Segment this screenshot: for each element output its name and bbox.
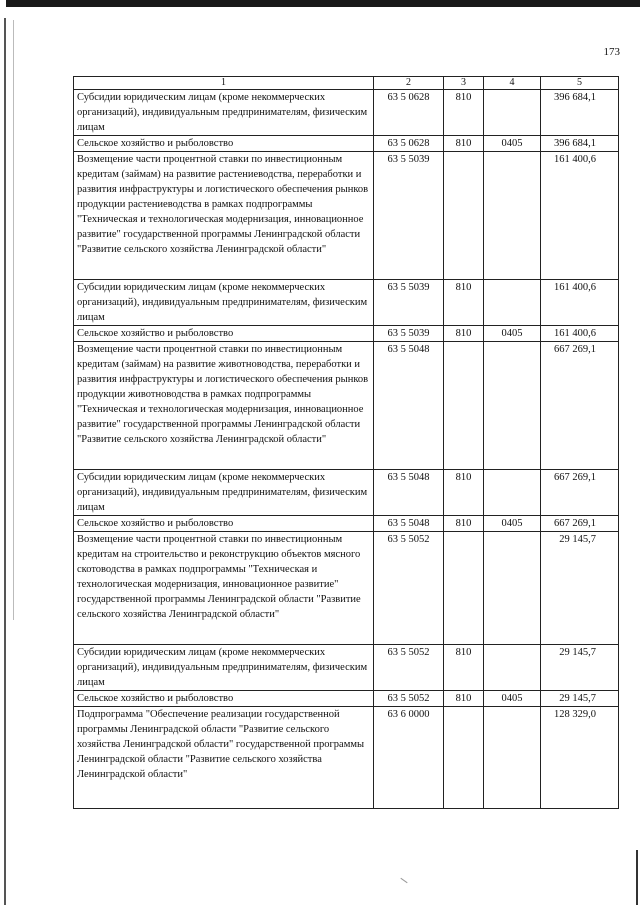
row-amount: 29 145,7 (541, 691, 619, 707)
row-amount: 161 400,6 (541, 280, 619, 326)
row-section-code (484, 152, 541, 280)
row-section-code (484, 707, 541, 809)
page-number: 173 (603, 46, 620, 58)
row-expense-type (444, 707, 484, 809)
table-row (74, 136, 619, 152)
row-name: Субсидии юридическим лицам (кроме некоммерческих организаций), индивидуальным предпринимателям, физическим лицам (74, 470, 374, 516)
row-name (74, 707, 374, 809)
scan-edge-left (4, 18, 6, 905)
row-expense-type: 810 (444, 691, 484, 707)
table-row (74, 342, 619, 470)
row-target-code: 63 5 5039 (374, 326, 444, 342)
row-amount: 396 684,1 (541, 136, 619, 152)
table-row (74, 280, 619, 326)
scan-edge-right (636, 850, 638, 905)
row-section-code: 0405 (484, 136, 541, 152)
table-row (74, 90, 619, 136)
row-name: Сельское хозяйство и рыболовство (74, 691, 374, 707)
row-section-code: 0405 (484, 516, 541, 532)
row-section-code: 0405 (484, 326, 541, 342)
scan-speck (400, 878, 407, 883)
table-row (74, 326, 619, 342)
row-amount: 161 400,6 (541, 326, 619, 342)
budget-table (73, 76, 619, 809)
table-row (74, 152, 619, 280)
row-name (74, 532, 374, 645)
row-expense-type: 810 (444, 90, 484, 136)
row-expense-type: 810 (444, 516, 484, 532)
scan-edge-left-faint (13, 20, 14, 620)
row-name: Субсидии юридическим лицам (кроме некоммерческих организаций), индивидуальным предпринимателям, физическим лицам (74, 280, 374, 326)
row-amount: 29 145,7 (541, 645, 619, 691)
row-name: Сельское хозяйство и рыболовство (74, 136, 374, 152)
row-name: Сельское хозяйство и рыболовство (74, 326, 374, 342)
scan-edge-top (6, 0, 640, 7)
table-row (74, 691, 619, 707)
header-col-1: 1 (74, 77, 374, 90)
row-section-code: 0405 (484, 691, 541, 707)
row-amount: 161 400,6 (541, 152, 619, 280)
row-expense-type (444, 532, 484, 645)
row-target-code: 63 5 5048 (374, 470, 444, 516)
row-target-code: 63 5 5052 (374, 532, 444, 645)
table-row (74, 645, 619, 691)
row-section-code (484, 342, 541, 470)
row-name (74, 152, 374, 280)
row-amount: 396 684,1 (541, 90, 619, 136)
table-row (74, 470, 619, 516)
header-col-4: 4 (484, 77, 541, 90)
row-expense-type (444, 152, 484, 280)
header-col-5: 5 (541, 77, 619, 90)
row-expense-type: 810 (444, 136, 484, 152)
row-name-text: Подпрограмма "Обеспечение реализации государственной программы Ленинградской области "Развитие сельского хозяйства Ленинградской области" государственной программы Ленинградской области "Развитие сельского хозяйства Ленинградской области" (77, 709, 365, 780)
row-expense-type (444, 342, 484, 470)
row-expense-type: 810 (444, 645, 484, 691)
row-target-code: 63 5 0628 (374, 90, 444, 136)
row-section-code (484, 532, 541, 645)
header-col-2: 2 (374, 77, 444, 90)
row-name-text: Возмещение части процентной ставки по инвестиционным кредитам на строительство и реконструкцию объектов мясного скотоводства в рамках подпрограммы "Техническая и технологическая модернизация, инновационное развитие" государственной программы Ленинградской области "Развитие сельского хозяйства Ленинградской области" (77, 534, 361, 620)
row-amount: 667 269,1 (541, 342, 619, 470)
header-col-3: 3 (444, 77, 484, 90)
table-header-row (74, 77, 619, 90)
row-target-code: 63 5 5052 (374, 691, 444, 707)
row-target-code: 63 5 5048 (374, 516, 444, 532)
row-amount: 667 269,1 (541, 516, 619, 532)
row-amount: 128 329,0 (541, 707, 619, 809)
row-target-code: 63 6 0000 (374, 707, 444, 809)
row-name: Субсидии юридическим лицам (кроме некоммерческих организаций), индивидуальным предпринимателям, физическим лицам (74, 645, 374, 691)
row-expense-type: 810 (444, 280, 484, 326)
row-target-code: 63 5 5052 (374, 645, 444, 691)
row-name: Субсидии юридическим лицам (кроме некоммерческих организаций), индивидуальным предпринимателям, физическим лицам (74, 90, 374, 136)
row-amount: 29 145,7 (541, 532, 619, 645)
row-name: Сельское хозяйство и рыболовство (74, 516, 374, 532)
row-expense-type: 810 (444, 326, 484, 342)
row-target-code: 63 5 0628 (374, 136, 444, 152)
row-section-code (484, 90, 541, 136)
row-name-text: Возмещение части процентной ставки по инвестиционным кредитам (займам) на развитие животноводства, переработки и развития инфраструктуры и логистического обеспечения рынков продукции животноводства в рамках подпрограммы "Техническая и технологическая модернизация, инновационное развитие" государственной программы Ленинградской области "Развитие сельского хозяйства Ленинградской области" (77, 344, 369, 445)
row-target-code: 63 5 5048 (374, 342, 444, 470)
row-target-code: 63 5 5039 (374, 152, 444, 280)
table-row (74, 516, 619, 532)
row-section-code (484, 470, 541, 516)
row-name-text: Возмещение части процентной ставки по инвестиционным кредитам (займам) на развитие растениеводства, переработки и развития инфраструктуры и логистического обеспечения рынков продукции растениеводства в рамках подпрограммы "Техническая и технологическая модернизация, инновационное развитие" государственной программы Ленинградской области "Развитие сельского хозяйства Ленинградской области" (77, 154, 369, 255)
row-section-code (484, 645, 541, 691)
table-row (74, 532, 619, 645)
table-row (74, 707, 619, 809)
row-expense-type: 810 (444, 470, 484, 516)
row-section-code (484, 280, 541, 326)
row-name (74, 342, 374, 470)
row-target-code: 63 5 5039 (374, 280, 444, 326)
row-amount: 667 269,1 (541, 470, 619, 516)
